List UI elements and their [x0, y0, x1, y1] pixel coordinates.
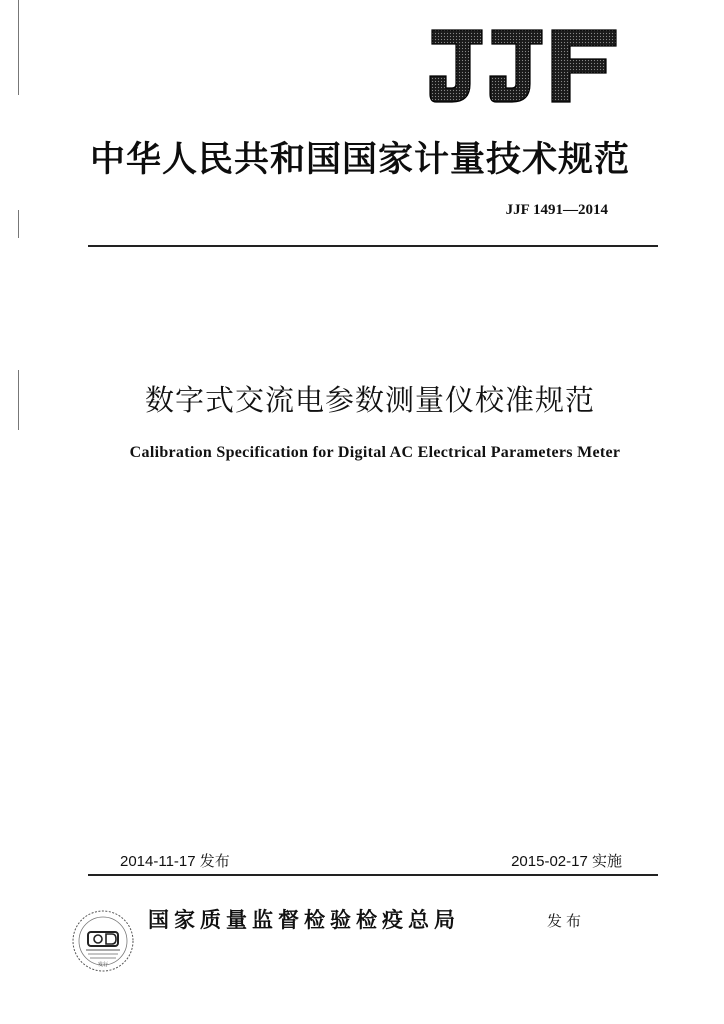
issuing-authority: 国家质量监督检验检疫总局: [148, 907, 460, 932]
issue-word: 发布: [547, 912, 586, 930]
bottom-divider: [88, 874, 658, 876]
top-divider: [88, 245, 658, 247]
issue-date: 2014-11-17 发布: [120, 853, 230, 870]
title-chinese: 数字式交流电参数测量仪校准规范: [144, 383, 595, 417]
implementation-date: 2015-02-17 实施: [511, 853, 622, 870]
title-english: Calibration Specification for Digital AC Electrical Parameters Meter: [129, 444, 621, 461]
scan-edge-mark: [18, 210, 19, 238]
scan-edge-mark: [18, 0, 19, 95]
standard-code: JJF 1491—2014: [505, 202, 608, 218]
scan-edge-mark: [18, 370, 19, 430]
jjf-logo: [428, 26, 618, 106]
seal-text: 发行: [97, 962, 109, 968]
standard-family-title: 中华人民共和国国家计量技术规范: [90, 139, 631, 180]
issuer-seal-icon: [70, 908, 136, 974]
